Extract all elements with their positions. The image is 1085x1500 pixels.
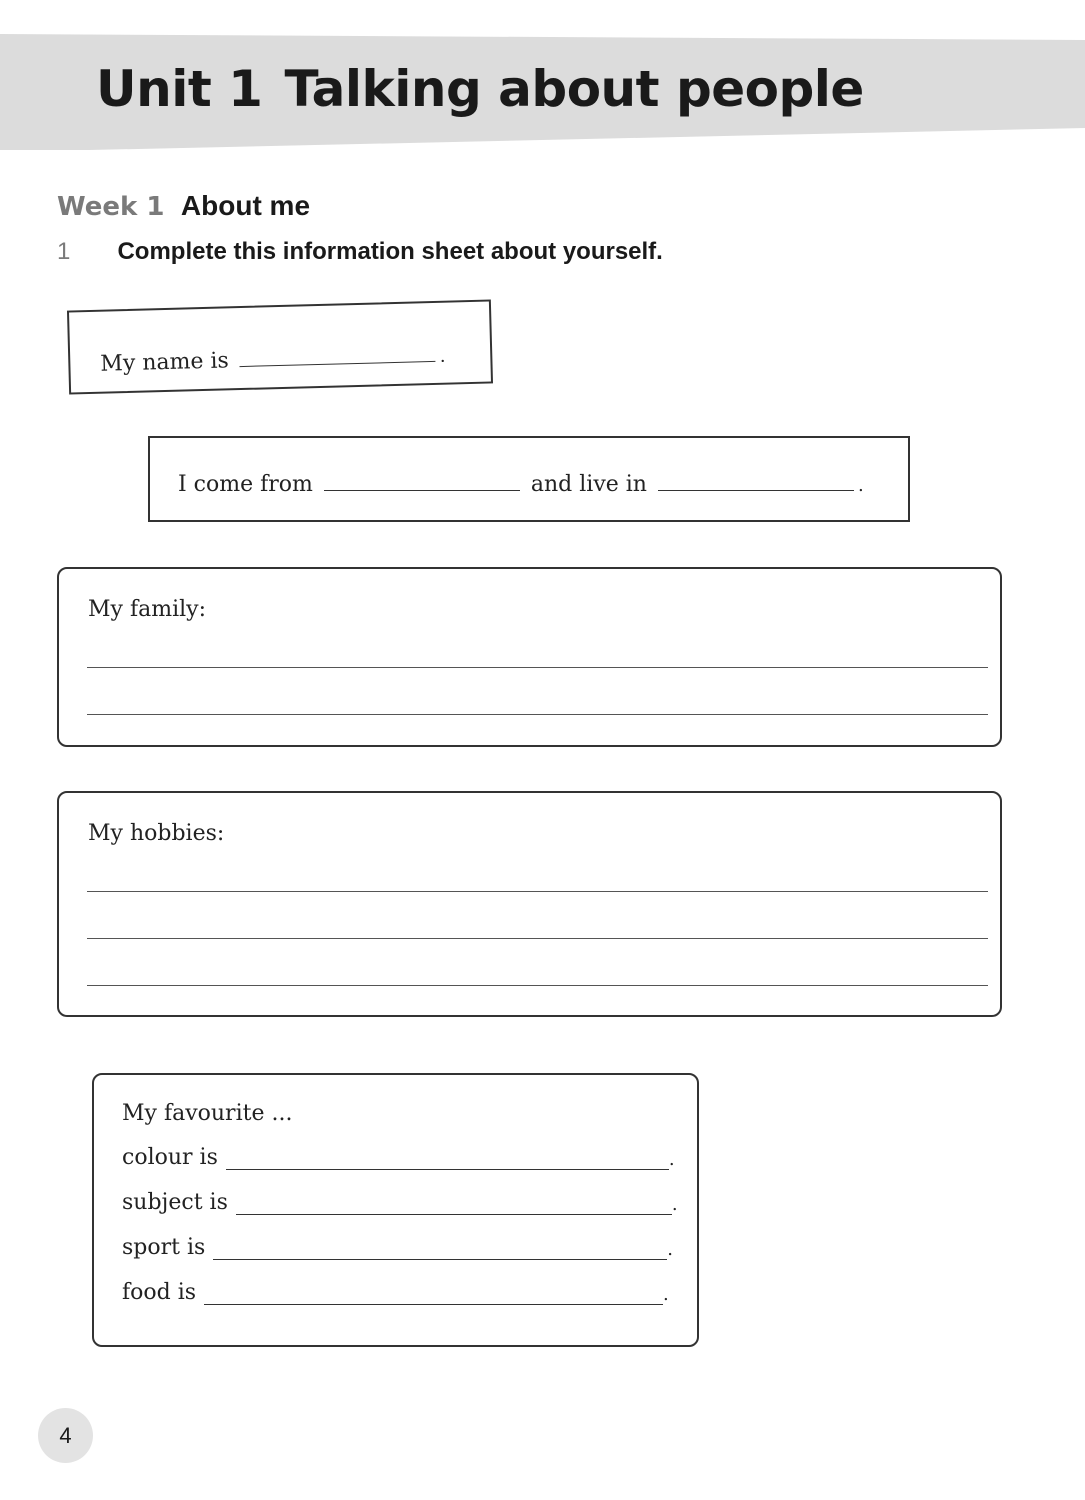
origin-middle: and live in [530, 472, 647, 497]
instruction-number: 1 [57, 238, 71, 265]
name-box [67, 299, 493, 394]
favourite-heading: My favourite ... [122, 1101, 293, 1126]
colour-label: colour is [122, 1145, 218, 1170]
hobbies-box [57, 791, 1002, 1017]
subject-field[interactable] [236, 1190, 672, 1215]
section-heading [57, 190, 310, 222]
family-line-1[interactable] [87, 667, 988, 668]
sport-suffix: . [667, 1239, 674, 1260]
colour-field[interactable] [226, 1145, 669, 1170]
unit-title-text: Talking about people [284, 60, 864, 118]
unit-label: Unit 1 [96, 60, 263, 118]
food-label: food is [122, 1280, 197, 1305]
family-line-2[interactable] [87, 714, 988, 715]
hobbies-line-1[interactable] [87, 891, 988, 892]
sport-field[interactable] [213, 1235, 667, 1260]
page-title [96, 60, 864, 118]
hobbies-line-2[interactable] [87, 938, 988, 939]
sport-label: sport is [122, 1235, 206, 1260]
subject-suffix: . [671, 1194, 678, 1215]
favourite-colour-row [122, 1145, 675, 1170]
origin-row [178, 468, 864, 497]
instruction [57, 238, 663, 266]
hobbies-line-3[interactable] [87, 985, 988, 986]
favourite-subject-row [122, 1190, 678, 1215]
family-title: My family: [88, 597, 206, 622]
origin-prefix: I come from [178, 472, 313, 497]
subject-label: subject is [122, 1190, 228, 1215]
name-field[interactable] [239, 339, 436, 367]
week-title: About me [180, 190, 311, 221]
week-label: Week 1 [57, 192, 165, 222]
hobbies-title: My hobbies: [88, 821, 225, 846]
banner-divider [0, 150, 1085, 158]
food-suffix: . [663, 1284, 669, 1305]
family-box [57, 567, 1002, 747]
favourite-box [92, 1073, 699, 1347]
page-number: 4 [38, 1408, 93, 1463]
favourite-sport-row [122, 1235, 673, 1260]
favourite-food-row [122, 1280, 669, 1305]
origin-box [148, 436, 910, 522]
name-row [100, 339, 446, 377]
origin-suffix: . [857, 475, 864, 496]
name-prefix: My name is [100, 348, 230, 377]
colour-suffix: . [668, 1149, 675, 1170]
country-field[interactable] [324, 468, 520, 491]
food-field[interactable] [204, 1280, 663, 1305]
instruction-text: Complete this information sheet about yourself. [117, 238, 663, 265]
city-field[interactable] [658, 468, 854, 491]
name-suffix: . [439, 345, 446, 367]
